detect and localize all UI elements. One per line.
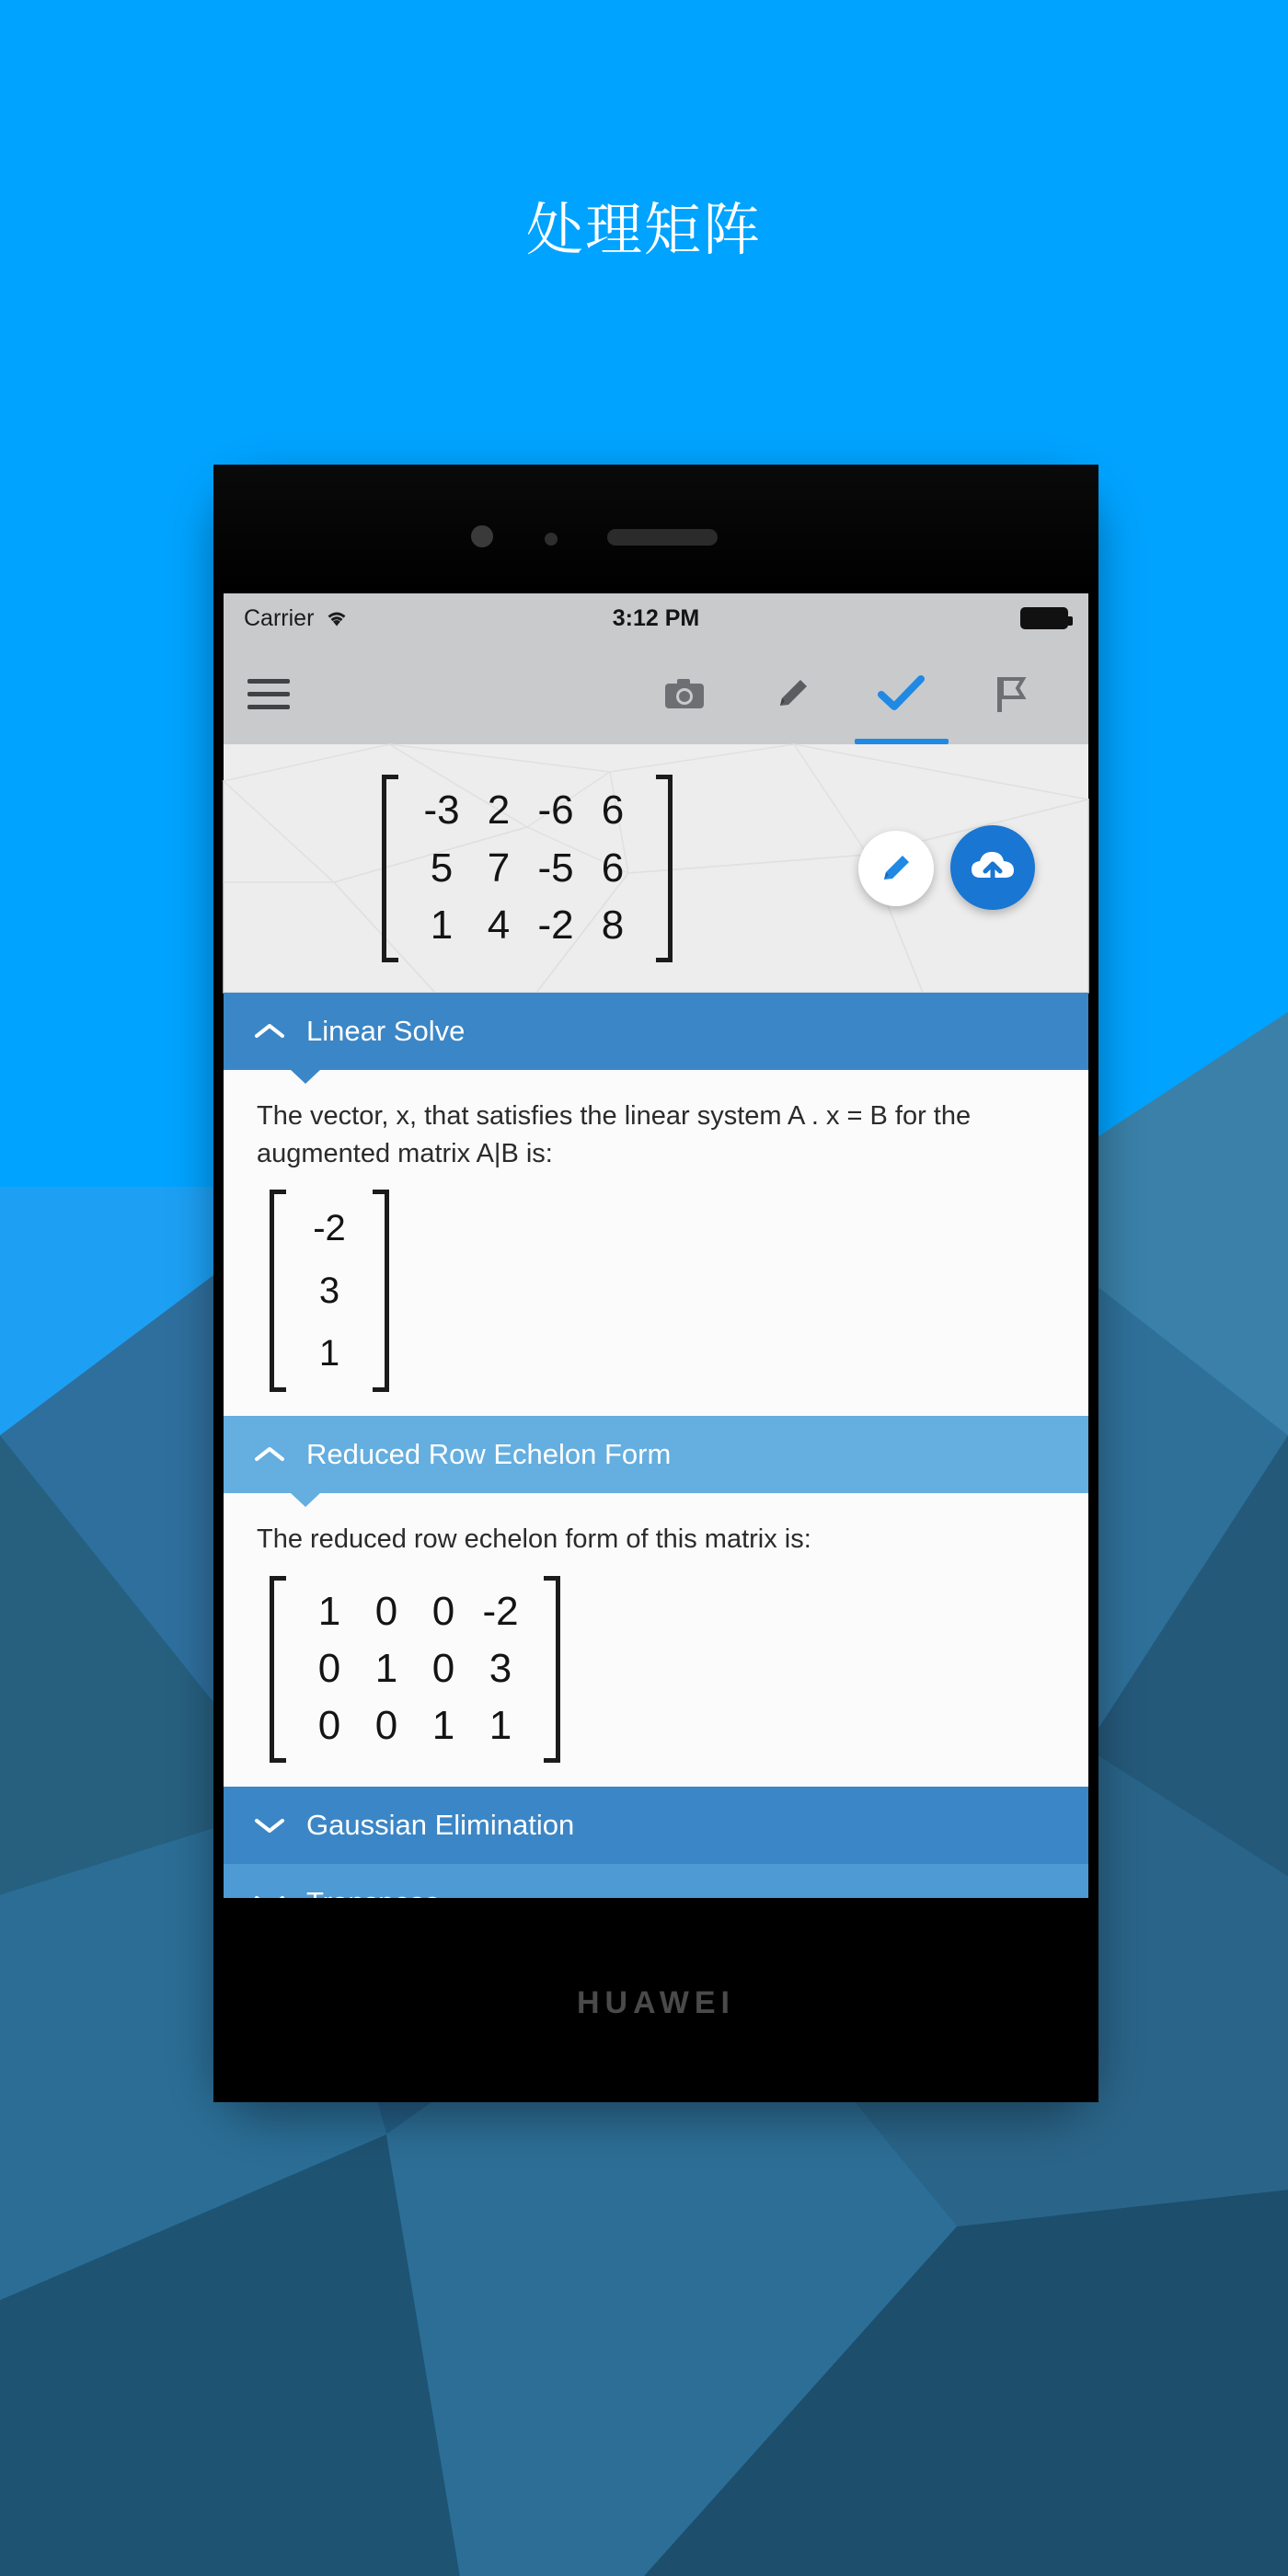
section-header-gaussian-elimination[interactable] (224, 1787, 1088, 1864)
matrix-cell: 6 (601, 788, 625, 834)
bracket-left (270, 1190, 286, 1392)
section-header-reduced-row-echelon-form[interactable] (224, 1416, 1088, 1493)
tab-flag[interactable] (956, 643, 1064, 744)
tab-camera[interactable] (630, 643, 739, 744)
matrix-row (301, 1322, 358, 1385)
sensor-icon (545, 533, 558, 546)
check-icon (878, 674, 926, 713)
matrix-cell: 6 (601, 845, 625, 891)
pencil-icon (773, 673, 813, 714)
section-header-linear-solve[interactable] (224, 993, 1088, 1070)
bracket-right (544, 1576, 560, 1763)
bracket-left (382, 775, 398, 961)
matrix-cell: 3 (489, 1645, 512, 1691)
matrix-cell: -2 (537, 903, 574, 949)
matrix-cell: 8 (601, 903, 625, 949)
matrix-row (301, 1197, 358, 1259)
section-body-linear-solve (224, 1070, 1088, 1416)
upload-matrix-button[interactable] (950, 825, 1035, 910)
matrix-row (413, 840, 641, 897)
matrix-cell: 1 (489, 1703, 512, 1749)
matrix-cell: -2 (313, 1208, 346, 1249)
edit-matrix-button[interactable] (858, 831, 934, 906)
section-description: The vector, x, that satisfies the linear system A . x = B for the augmented matrix A|B is: (257, 1101, 972, 1169)
phone-screen (224, 593, 1088, 1918)
section-title: Gaussian Elimination (306, 1808, 575, 1841)
status-bar-time: 3:12 PM (612, 604, 700, 631)
matrix-cell: -6 (537, 788, 574, 834)
chevron-up-icon (249, 1444, 290, 1465)
earpiece-speaker (607, 529, 718, 546)
status-bar (224, 593, 1088, 643)
chevron-up-icon (249, 1021, 290, 1041)
section-description: The reduced row echelon form of this matrix is: (257, 1524, 811, 1555)
section-notch (290, 1492, 321, 1507)
matrix-cell: 1 (430, 903, 454, 949)
flag-icon (991, 673, 1029, 714)
matrix-cell: 0 (431, 1645, 455, 1691)
matrix-cell: 4 (487, 903, 511, 949)
tab-edit[interactable] (739, 643, 847, 744)
matrix-cell: 1 (317, 1588, 341, 1634)
bracket-right (373, 1190, 389, 1392)
matrix-cell: -2 (482, 1588, 519, 1634)
battery-full-icon (1020, 607, 1068, 629)
input-matrix[interactable] (224, 744, 831, 993)
matrix-cell: 2 (487, 788, 511, 834)
hamburger-menu-icon[interactable] (247, 679, 290, 709)
phone-brand-label: HUAWEI (577, 1985, 735, 2020)
matrix-cell: 1 (318, 1333, 340, 1374)
camera-icon (662, 675, 707, 712)
matrix-cell: 1 (374, 1645, 398, 1691)
bracket-left (270, 1576, 286, 1763)
matrix-row (301, 1583, 529, 1640)
matrix-cell: 0 (317, 1645, 341, 1691)
cloud-upload-icon (968, 846, 1018, 889)
pencil-icon (876, 848, 916, 889)
app-toolbar (224, 643, 1088, 744)
page-title: 处理矩阵 (525, 199, 762, 262)
chevron-down-icon (249, 1815, 290, 1835)
front-camera-icon (471, 525, 493, 547)
bracket-right (656, 775, 673, 961)
result-matrix-rref (270, 1576, 1055, 1763)
tab-solve[interactable] (847, 643, 956, 744)
carrier-label: Carrier (244, 604, 315, 631)
matrix-cell: 5 (430, 845, 454, 891)
matrix-row (301, 1640, 529, 1697)
section-title: Reduced Row Echelon Form (306, 1438, 672, 1471)
matrix-cell: 3 (318, 1271, 340, 1312)
section-body-reduced-row-echelon-form (224, 1493, 1088, 1787)
matrix-row (413, 782, 641, 839)
matrix-cell: 0 (317, 1703, 341, 1749)
matrix-cell: 1 (431, 1703, 455, 1749)
section-notch (290, 1069, 321, 1084)
matrix-row (301, 1697, 529, 1754)
matrix-cell: 7 (487, 845, 511, 891)
matrix-row (301, 1259, 358, 1322)
phone-top-bezel (213, 465, 1098, 593)
phone-mockup (213, 465, 1098, 2102)
matrix-cell: 0 (374, 1703, 398, 1749)
result-matrix-linear-solve (270, 1190, 1055, 1392)
matrix-row (413, 897, 641, 954)
matrix-cell: -3 (423, 788, 460, 834)
matrix-cell: 0 (374, 1588, 398, 1634)
matrix-cell: -5 (537, 845, 574, 891)
matrix-cell: 0 (431, 1588, 455, 1634)
matrix-input-area (224, 744, 1088, 993)
section-title: Linear Solve (306, 1015, 466, 1047)
